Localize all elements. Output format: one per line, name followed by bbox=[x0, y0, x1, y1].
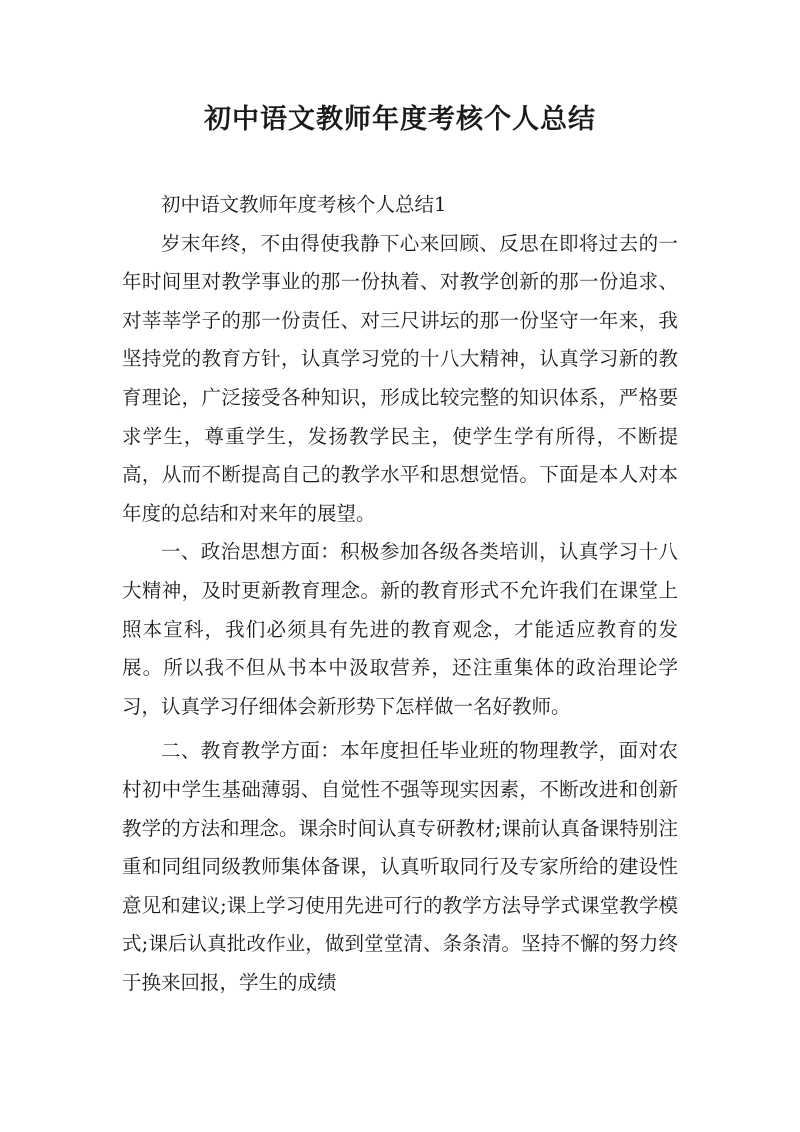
paragraph-teaching: 二、教育教学方面：本年度担任毕业班的物理教学，面对农村初中学生基础薄弱、自觉性不强等现实因素，不断改进和创新教学的方法和理念。课余时间认真专研教材;课前认真备课特别注重和同组同级教师集体备课，认真听取同行及专家所给的建设性意见和建议;课上学习使用先进可行的教学方法导学式课堂教学模式;课后认真批改作业，做到堂堂清、条条清。坚持不懈的努力终于换来回报，学生的成绩 bbox=[122, 739, 678, 994]
section-heading: 初中语文教师年度考核个人总结1 bbox=[161, 193, 447, 216]
paragraph-political: 一、政治思想方面：积极参加各级各类培训，认真学习十八大精神，及时更新教育理念。新的教育形式不允许我们在课堂上照本宣科，我们必须具有先进的教育观念，才能适应教育的发展。所以我不但从书本中汲取营养，还注重集体的政治理论学习，认真学习仔细体会新形势下怎样做一名好教师。 bbox=[122, 540, 678, 718]
paragraph-intro: 岁末年终，不由得使我静下心来回顾、反思在即将过去的一年时间里对教学事业的那一份执着、对教学创新的那一份追求、对莘莘学子的那一份责任、对三尺讲坛的那一份坚守一年来，我坚持党的教育方针，认真学习党的十八大精神，认真学习新的教育理论，广泛接受各种知识，形成比较完整的知识体系，严格要求学生，尊重学生，发扬教学民主，使学生学有所得，不断提高，从而不断提高自己的教学水平和思想觉悟。下面是本人对本年度的总结和对来年的展望。 bbox=[122, 231, 678, 525]
document-body bbox=[122, 186, 678, 1002]
document-title: 初中语文教师年度考核个人总结 bbox=[204, 104, 596, 135]
